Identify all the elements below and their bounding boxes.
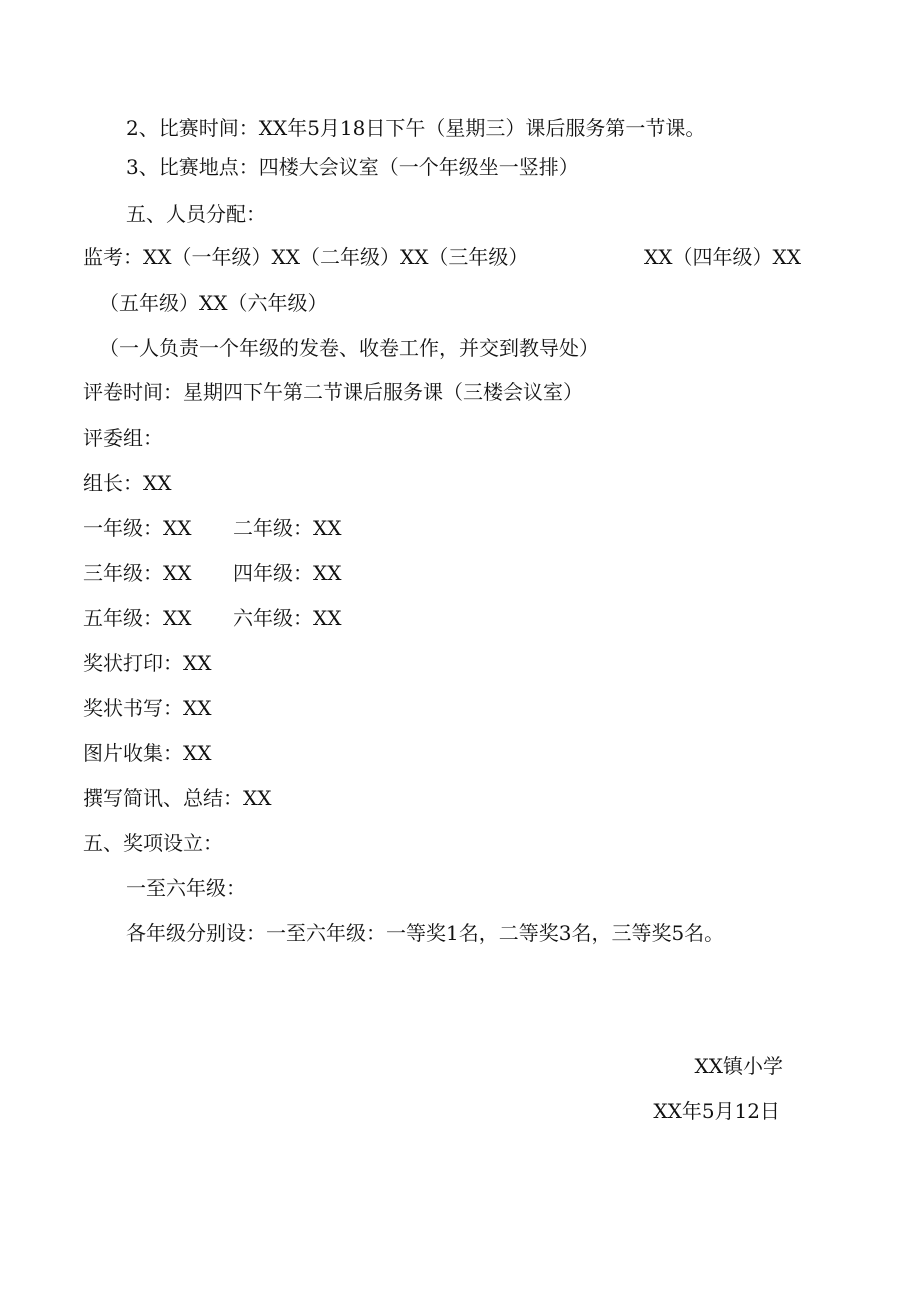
report-writing: 撰写简讯、总结：XX — [83, 786, 272, 810]
signature-school: XX镇小学 — [694, 1054, 783, 1078]
proctors-line-2: （五年级）XX（六年级） — [99, 291, 328, 315]
section-awards-heading: 五、奖项设立： — [83, 831, 223, 855]
awards-detail: 各年级分别设：一至六年级：一等奖1名，二等奖3名，三等奖5名。 — [126, 921, 725, 945]
photo-collect: 图片收集：XX — [83, 741, 212, 765]
grading-time: 评卷时间：星期四下午第二节课后服务课（三楼会议室） — [83, 380, 583, 404]
awards-grades: 一至六年级： — [126, 876, 246, 900]
proctor-duty-note: （一人负责一个年级的发卷、收卷工作，并交到教导处） — [99, 336, 599, 360]
jury-title: 评委组： — [83, 426, 163, 450]
jury-grade-2: 二年级：XX — [233, 516, 342, 540]
jury-grade-4: 四年级：XX — [233, 561, 342, 585]
jury-leader: 组长：XX — [83, 471, 172, 495]
jury-grade-6: 六年级：XX — [233, 606, 342, 630]
certificate-print: 奖状打印：XX — [83, 651, 212, 675]
certificate-write: 奖状书写：XX — [83, 696, 212, 720]
jury-grade-1: 一年级：XX — [83, 516, 192, 540]
competition-location: 3、比赛地点：四楼大会议室（一个年级坐一竖排） — [126, 155, 579, 179]
proctors-line-1b: XX（四年级）XX — [644, 245, 801, 269]
proctors-line-1a: 监考：XX（一年级）XX（二年级）XX（三年级） — [83, 245, 529, 269]
signature-date: XX年5月12日 — [653, 1099, 780, 1123]
jury-grade-3: 三年级：XX — [83, 561, 192, 585]
competition-time: 2、比赛时间：XX年5月18日下午（星期三）课后服务第一节课。 — [126, 116, 706, 140]
jury-grade-5: 五年级：XX — [83, 606, 192, 630]
section-staff-heading: 五、人员分配： — [126, 202, 266, 226]
